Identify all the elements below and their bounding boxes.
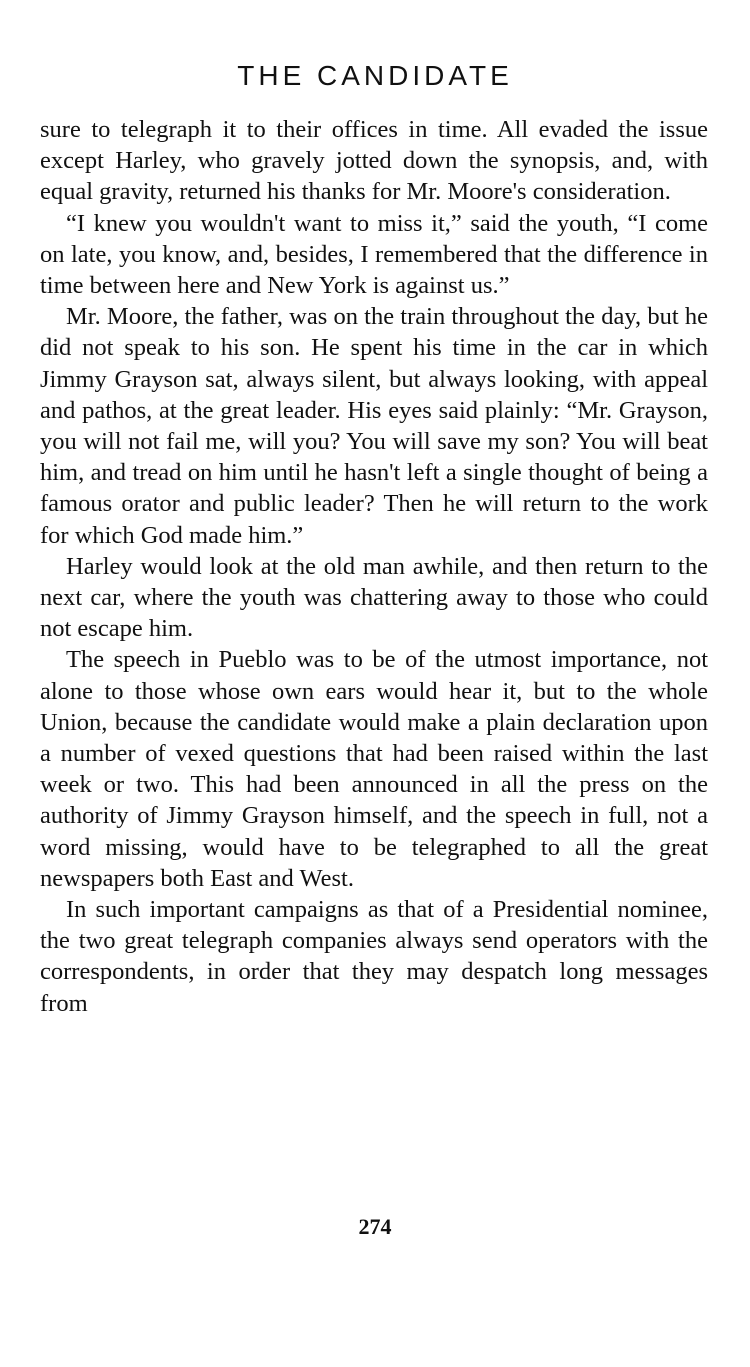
paragraph: The speech in Pueblo was to be of the utmost importance, not alone to those whose own ears would hear it, but to the whole Union, because the candidate would make a plain declaration upon a number of vexed questions that had been raised within the last week or two. This had been announced in all the press on the authority of Jimmy Grayson himself, and the speech in full, not a word missing, would have to be telegraphed to all the great newspapers both East and West. [40, 646, 708, 892]
running-head-title: THE CANDIDATE [237, 60, 513, 91]
paragraph: “I knew you wouldn't want to miss it,” said the youth, “I come on late, you know, and, besides, I remembered that the difference in time between here and New York is against us.” [40, 209, 708, 300]
body-text [40, 114, 708, 1019]
paragraph: Harley would look at the old man awhile, and then return to the next car, where the youth was chattering away to those who could not escape him. [40, 552, 708, 643]
paragraph-continued: sure to telegraph it to their offices in time. All evaded the issue except Harley, who gravely jotted down the synopsis, and, with equal gravity, returned his thanks for Mr. Moore's consideration. [40, 116, 708, 206]
paragraph: In such important campaigns as that of a Presidential nominee, the two great telegraph companies always send operators with the correspondents, in order that they may despatch long messages from [40, 896, 708, 1017]
page-number: 274 [358, 1214, 392, 1239]
paragraph: Mr. Moore, the father, was on the train throughout the day, but he did not speak to his son. He spent his time in the car in which Jimmy Grayson sat, always silent, but always looking, with appeal and pathos, at the great leader. His eyes said plainly: “Mr. Grayson, you will not fail me, will you? You will save my son? You will beat him, and tread on him until he hasn't left a single thought of being a famous orator and public leader? Then he will return to the work for which God made him.” [40, 303, 708, 549]
